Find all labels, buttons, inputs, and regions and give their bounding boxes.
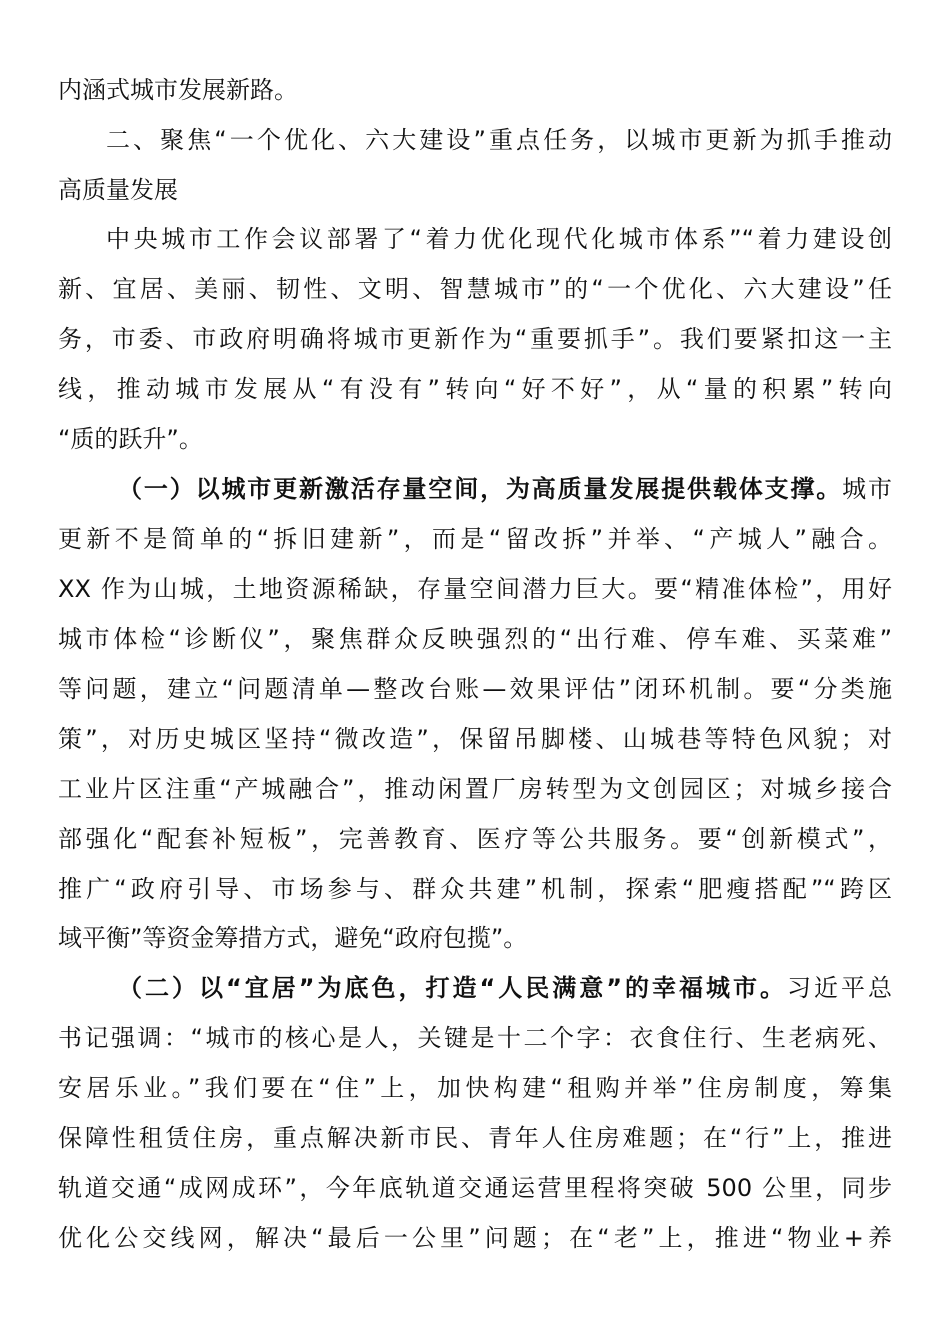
subsection-2-heading: （二）以“宜居”为底色，打造“人民满意”的幸福城市。 [118, 974, 788, 1002]
text-line-14: 策”，对历史城区坚持“微改造”，保留吊脚楼、山城巷等特色风貌；对 [58, 725, 892, 753]
text-line-11: XX 作为山城，土地资源稀缺，存量空间潜力巨大。要“精准体检”，用好 [58, 575, 892, 603]
text-line-21: 安居乐业。”我们要在“住”上，加快构建“租购并举”住房制度，筹集 [58, 1074, 892, 1102]
text-line-5: 新、宜居、美丽、韧性、文明、智慧城市”的“一个优化、六大建设”任 [58, 275, 892, 303]
text-line-13: 等问题，建立“问题清单—整改台账—效果评估”闭环机制。要“分类施 [58, 675, 892, 703]
subsection-1-first-line [118, 474, 892, 506]
text-line-23: 轨道交通“成网成环”，今年底轨道交通运营里程将突破 500 公里，同步 [58, 1174, 892, 1202]
text-line-15: 工业片区注重“产城融合”，推动闲置厂房转型为文创园区；对城乡接合 [58, 775, 892, 803]
text-line-24: 优化公交线网，解决“最后一公里”问题；在“老”上，推进“物业+养 [58, 1224, 892, 1252]
subsection-1-lead: 城市 [842, 475, 892, 503]
text-line-10: 更新不是简单的“拆旧建新”，而是“留改拆”并举、“产城人”融合。 [58, 525, 892, 553]
text-line-20: 书记强调：“城市的核心是人，关键是十二个字：衣食住行、生老病死、 [58, 1024, 892, 1052]
text-line-22: 保障性租赁住房，重点解决新市民、青年人住房难题；在“行”上，推进 [58, 1124, 892, 1152]
section-heading-2: 二、聚焦“一个优化、六大建设”重点任务，以城市更新为抓手推动 [106, 126, 892, 154]
section-heading-2-cont: 高质量发展 [58, 176, 178, 204]
subsection-1-heading: （一）以城市更新激活存量空间，为高质量发展提供载体支撑。 [118, 475, 843, 503]
text-line-4: 中央城市工作会议部署了“着力优化现代化城市体系”“着力建设创 [106, 225, 892, 253]
subsection-2-first-line [118, 973, 892, 1005]
text-line-17: 推广“政府引导、市场参与、群众共建”机制，探索“肥瘦搭配”“跨区 [58, 875, 892, 903]
text-line-6: 务，市委、市政府明确将城市更新作为“重要抓手”。我们要紧扣这一主 [58, 325, 892, 353]
subsection-2-lead: 习近平总 [787, 974, 892, 1002]
text-line-12: 城市体检“诊断仪”，聚焦群众反映强烈的“出行难、停车难、买菜难” [58, 625, 892, 653]
text-line-7: 线，推动城市发展从“有没有”转向“好不好”，从“量的积累”转向 [58, 375, 892, 403]
text-line-1: 内涵式城市发展新路。 [58, 76, 298, 104]
text-line-8: “质的跃升”。 [58, 425, 203, 453]
text-line-16: 部强化“配套补短板”，完善教育、医疗等公共服务。要“创新模式”， [58, 825, 892, 853]
text-line-18: 域平衡”等资金筹措方式，避免“政府包揽”。 [58, 924, 528, 952]
